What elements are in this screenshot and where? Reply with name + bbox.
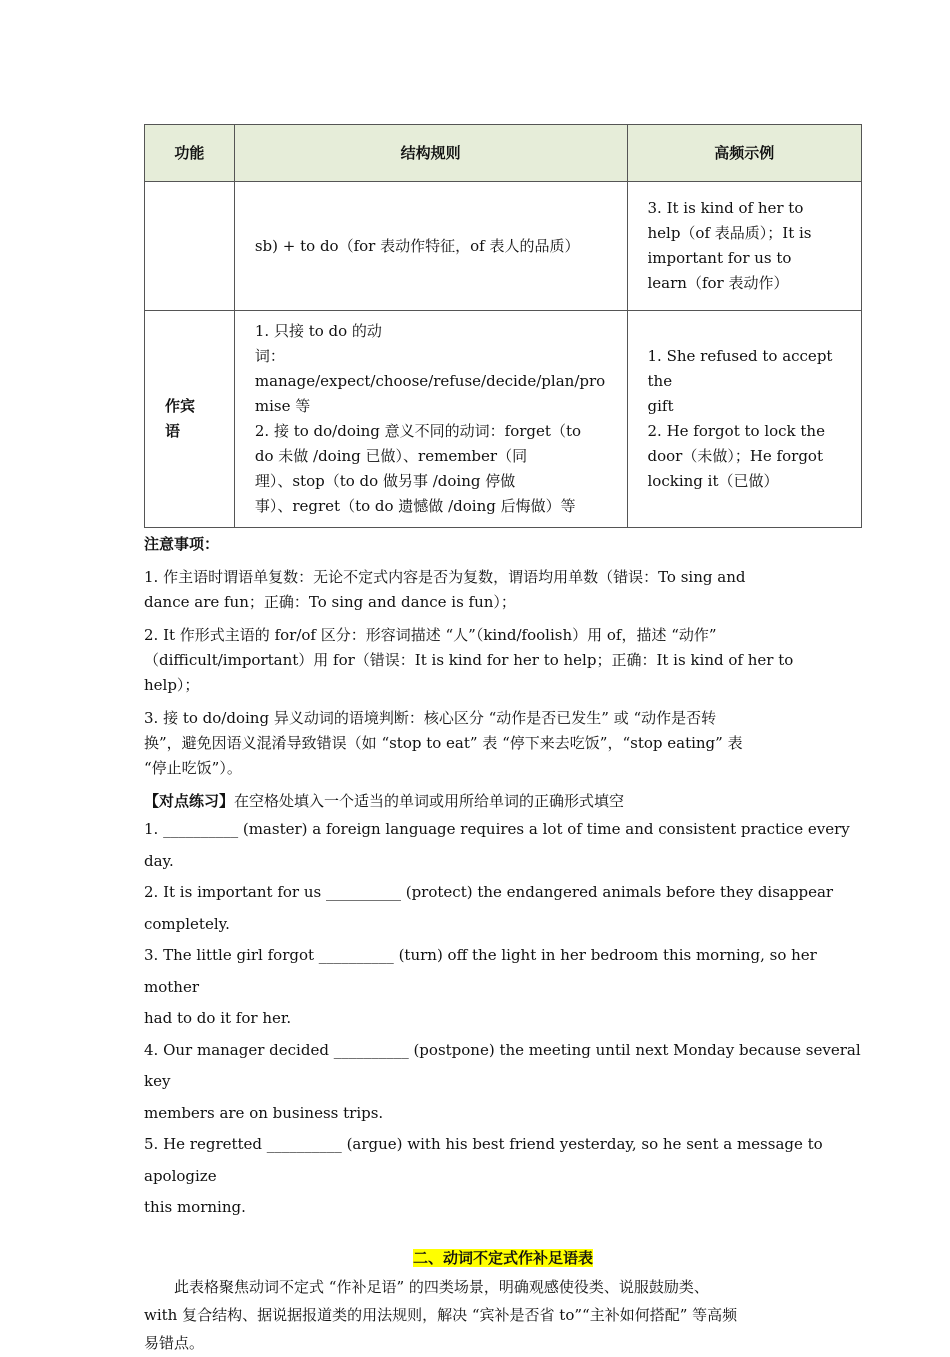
rule-line: 词：manage/expect/choose/refuse/decide/plan/pro [254,347,606,390]
rule-line: do 未做 /doing 已做）、remember（同 [254,447,528,465]
header-rule: 结构规则 [234,125,627,182]
function-line: 作宾 [165,397,196,415]
example-line: door（未做）；He forgot [647,447,823,465]
practice-item: 5. He regretted __________ (argue) with his best friend yesterday, so he sent a message to apologize this morning. [144,1135,823,1216]
note-item: 2. It 作形式主语的 for/of 区分：形容词描述 “人”（kind/foolish）用 of，描述 “动作” （difficult/important）用 for（错误：It is kind for her to help；正确：It is kind of her to help）； [144,626,794,694]
rule-line: mise 等 [254,397,311,415]
practice-item: 1. __________ (master) a foreign language requires a lot of time and consistent practice every day. [144,820,850,870]
section-heading: 二、动词不定式作补足语表 [412,1248,593,1267]
table-header-row [145,125,862,182]
example-line: 3. It is kind of her to [647,199,804,217]
row1-function [145,182,235,311]
header-function: 功能 [145,125,235,182]
rule-line: 2. 接 to do/doing 意义不同的动词：forget（to [254,422,582,440]
example-line: help（of 表品质）；It is [647,224,812,242]
note-item: 3. 接 to do/doing 异义动词的语境判断：核心区分 “动作是否已发生” 或 “动作是否转 换”，避免因语义混淆导致错误（如 “stop to eat” 表 “停下来去吃饭”，“stop eating” 表 “停止吃饭”）。 [144,709,743,777]
rule-line: 事）、regret（to do 遗憾做 /doing 后悔做）等 [254,497,576,515]
notes-title: 注意事项： [144,535,220,553]
practice-item: 2. It is important for us __________ (protect) the endangered animals before they disappear completely. [144,883,834,933]
row2-example [627,311,862,528]
practice-label: 【对点练习】 [144,792,235,810]
rule-line: 理）、stop（to do 做另事 /doing 停做 [254,472,516,490]
grammar-table [144,124,862,528]
example-line: important for us to [647,249,792,267]
rule-line: 1. 只接 to do 的动 [254,322,382,340]
note-item: 1. 作主语时谓语单复数：无论不定式内容是否为复数，谓语均用单数（错误：To sing and dance are fun；正确：To sing and dance is fun）； [144,568,746,611]
section-intro: 此表格聚焦动词不定式 “作补足语” 的四类场景，明确观感使役类、说服鼓励类、 with 复合结构、据说据报道类的用法规则，解决 “宾补是否省 to”“主补如何搭配” 等高频 易错点。 [144,1277,738,1352]
practice-section [144,789,862,1224]
example-line: 2. He forgot to lock the [647,422,825,440]
row2-function [145,311,235,528]
practice-item: 4. Our manager decided __________ (postpone) the meeting until next Monday because several key members are on business trips. [144,1040,861,1122]
table-row [145,311,862,528]
example-line: locking it（已做） [647,472,779,490]
document-page [144,124,862,1357]
practice-heading [144,789,862,814]
function-line: 语 [165,422,181,440]
example-line: gift [647,397,674,415]
row1-example [627,182,862,311]
notes-section [144,532,862,781]
table-row [145,182,862,311]
header-example: 高频示例 [627,125,862,182]
row1-rule: sb) + to do（for 表动作特征，of 表人的品质） [234,182,627,311]
practice-item: 3. The little girl forgot __________ (turn) off the light in her bedroom this morning, so her mother had to do it for her. [144,946,817,1027]
practice-instruction: 在空格处填入一个适当的单词或用所给单词的正确形式填空 [234,792,625,810]
row2-rule [234,311,627,528]
example-line: learn（for 表动作） [647,274,789,292]
example-line: 1. She refused to accept the [647,347,833,390]
